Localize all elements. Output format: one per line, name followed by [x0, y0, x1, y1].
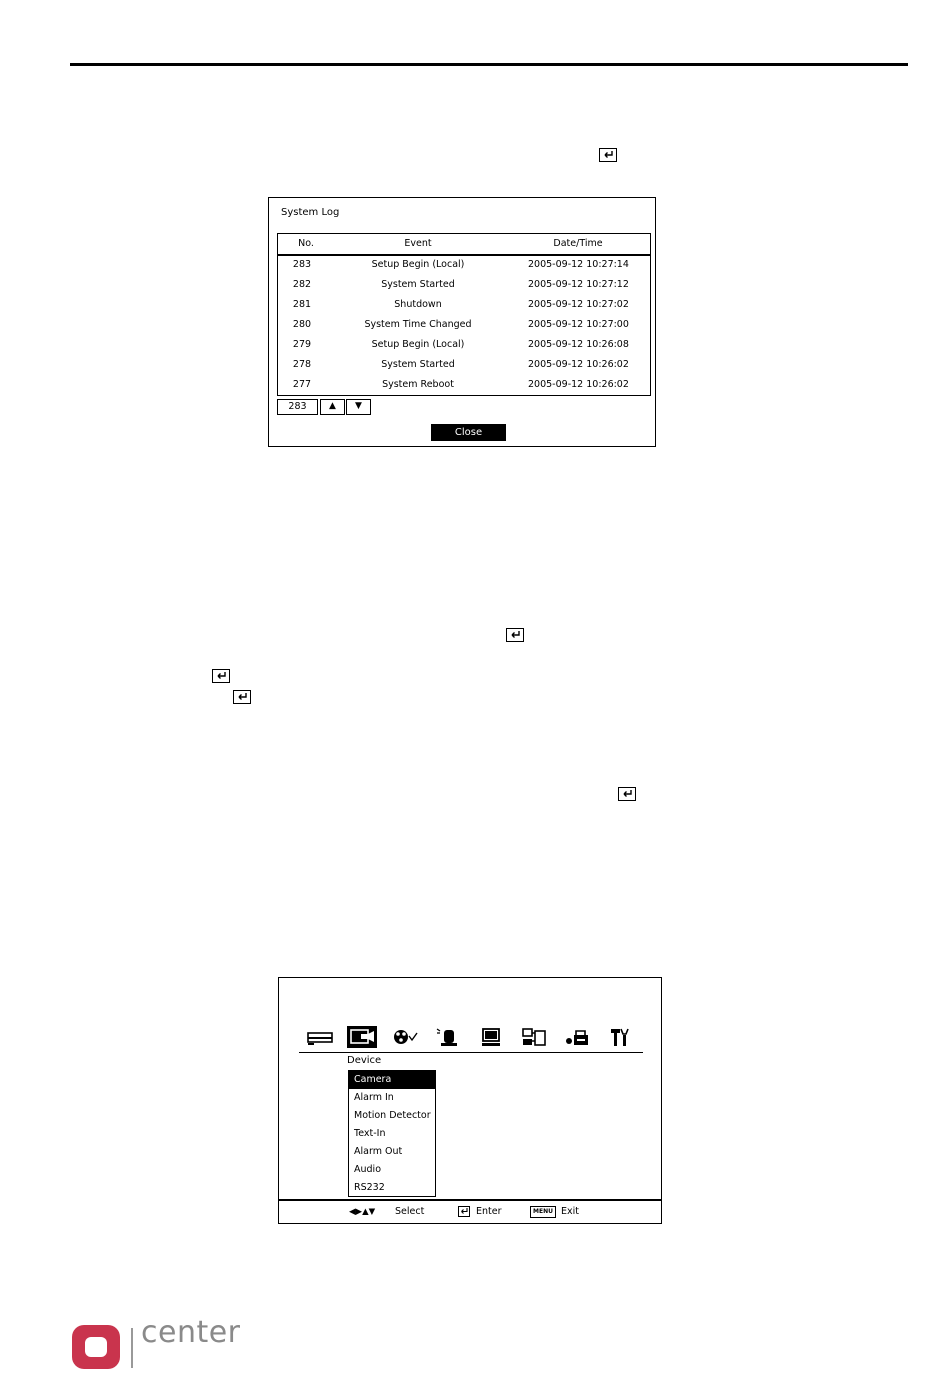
menu-item-alarm-in[interactable]: Alarm In — [354, 1092, 394, 1103]
logo-icon-inner — [85, 1337, 107, 1357]
system-icon[interactable] — [519, 1026, 549, 1048]
device-icon[interactable] — [347, 1026, 377, 1048]
menu-item-audio[interactable]: Audio — [354, 1164, 382, 1175]
page-down-button[interactable]: ▼ — [346, 399, 371, 415]
menu-item-text-in[interactable]: Text-In — [354, 1128, 386, 1139]
row-event: System Started — [381, 359, 455, 370]
log-table — [277, 233, 651, 396]
row-event: System Started — [381, 279, 455, 290]
enter-key-icon — [233, 690, 251, 704]
table-row[interactable] — [278, 356, 650, 376]
display-icon[interactable] — [476, 1026, 506, 1048]
enter-key-icon — [506, 628, 524, 642]
table-header — [278, 234, 650, 256]
enter-key-icon — [599, 148, 617, 162]
dialog-title: System Log — [281, 207, 340, 218]
row-no: 278 — [292, 359, 312, 370]
row-no: 277 — [292, 379, 312, 390]
menu-item-camera[interactable]: Camera — [349, 1071, 435, 1089]
icon-bar-divider — [299, 1052, 643, 1053]
top-rule — [70, 63, 908, 66]
row-no: 280 — [292, 319, 312, 330]
table-row[interactable] — [278, 376, 650, 396]
row-datetime: 2005-09-12 10:26:02 — [528, 359, 629, 370]
menu-item-rs232[interactable]: RS232 — [354, 1182, 385, 1193]
exit-hint: Exit — [561, 1206, 579, 1217]
page-up-button[interactable]: ▲ — [320, 399, 345, 415]
menu-icon-bar — [299, 1026, 643, 1050]
tools-icon[interactable] — [605, 1026, 635, 1048]
row-datetime: 2005-09-12 10:27:00 — [528, 319, 629, 330]
arrow-keys-icon: ◀▶▲▼ — [349, 1207, 376, 1217]
section-label: Device — [347, 1055, 382, 1066]
row-no: 281 — [292, 299, 312, 310]
row-no: 279 — [292, 339, 312, 350]
network-icon[interactable] — [390, 1026, 420, 1048]
enter-key-icon — [618, 787, 636, 801]
key-hint-bar — [279, 1206, 661, 1220]
alarm-icon[interactable] — [433, 1026, 463, 1048]
row-datetime: 2005-09-12 10:27:02 — [528, 299, 629, 310]
row-datetime: 2005-09-12 10:27:14 — [528, 259, 629, 270]
setup-menu-screen — [278, 977, 662, 1224]
row-datetime: 2005-09-12 10:26:02 — [528, 379, 629, 390]
row-event: Setup Begin (Local) — [371, 339, 465, 350]
enter-key-icon — [458, 1206, 470, 1217]
table-row[interactable] — [278, 316, 650, 336]
table-row[interactable] — [278, 336, 650, 356]
menu-item-motion-detector[interactable]: Motion Detector — [354, 1110, 431, 1121]
close-button[interactable]: Close — [431, 424, 506, 441]
footer-divider — [279, 1199, 661, 1201]
table-row[interactable] — [278, 256, 650, 276]
column-header-no: No. — [298, 238, 314, 249]
enter-hint: Enter — [476, 1206, 502, 1217]
menu-key-icon: MENU — [530, 1206, 556, 1218]
table-row[interactable] — [278, 276, 650, 296]
row-no: 283 — [292, 259, 312, 270]
logo-text: center — [141, 1315, 241, 1350]
column-header-event: Event — [404, 238, 432, 249]
system-log-dialog — [268, 197, 656, 447]
row-event: System Reboot — [382, 379, 454, 390]
row-event: Setup Begin (Local) — [371, 259, 465, 270]
record-icon[interactable] — [305, 1026, 335, 1048]
menu-item-alarm-out[interactable]: Alarm Out — [354, 1146, 403, 1157]
row-event: Shutdown — [394, 299, 442, 310]
row-datetime: 2005-09-12 10:27:12 — [528, 279, 629, 290]
row-datetime: 2005-09-12 10:26:08 — [528, 339, 629, 350]
select-hint: Select — [395, 1206, 425, 1217]
column-header-datetime: Date/Time — [553, 238, 603, 249]
table-row[interactable] — [278, 296, 650, 316]
enter-key-icon — [212, 669, 230, 683]
logo-separator — [131, 1328, 133, 1368]
device-submenu — [348, 1070, 436, 1197]
event-icon[interactable] — [562, 1026, 592, 1048]
row-no: 282 — [292, 279, 312, 290]
row-event: System Time Changed — [364, 319, 472, 330]
page-number-field[interactable]: 283 — [277, 399, 318, 415]
